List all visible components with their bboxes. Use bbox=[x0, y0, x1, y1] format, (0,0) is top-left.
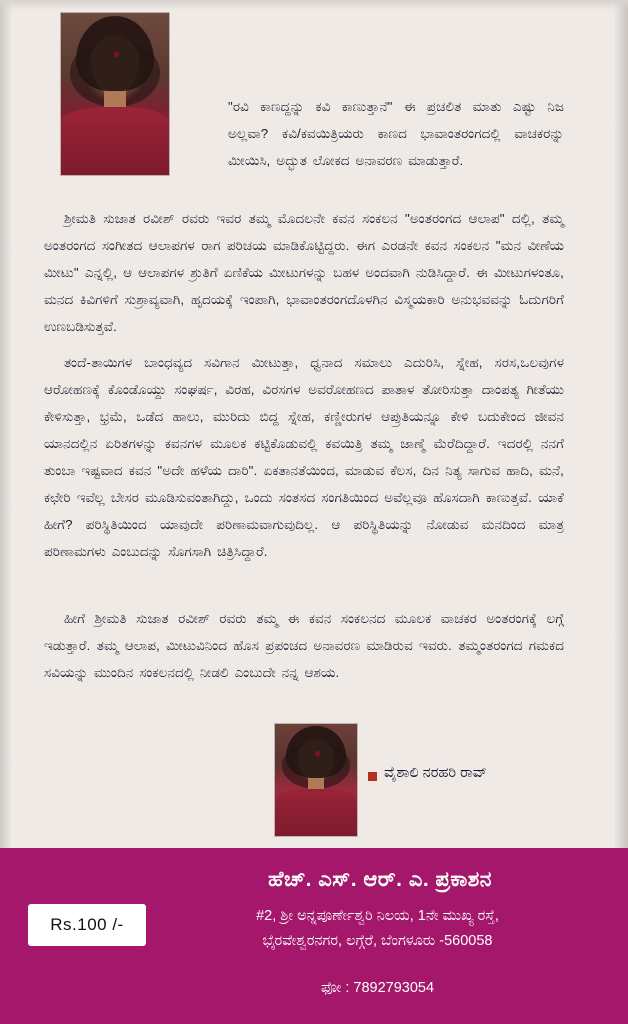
publisher-phone: ಫೋ : 7892793054 bbox=[320, 980, 435, 996]
portrait-sari bbox=[60, 107, 170, 176]
publisher-address-line-2: ಭೈರವೇಶ್ವರನಗರ, ಲಗ್ಗೆರೆ, ಬೆಂಗಳೂರು -560058 bbox=[262, 933, 493, 949]
portrait-bindi bbox=[114, 52, 119, 57]
blurb-paragraph-2: ಶ್ರೀಮತಿ ಸುಜಾತ ರವೀಶ್ ರವರು ಇವರ ತಮ್ಮ ಮೊದಲನೇ ಕವನ ಸಂಕಲನ "ಅಂತರಂಗದ ಆಲಾಪ" ದಲ್ಲಿ, ತಮ್ಮ ಅಂತರಂಗದ ಸಂಗೀತದ ಆಲಾಪಗಳ ರಾಗ ಪರಿಚಯ ಮಾಡಿಕೊಟ್ಟಿದ್ದರು. ಈಗ ಎರಡನೇ ಕವನ ಸಂಕಲನ "ಮನ ವೀಣೆಯ ಮೀಟು" ಎನ್ನಲ್ಲಿ, ಆ ಆಲಾಪಗಳ ಶ್ರುತಿಗೆ ಏಣಿಕೆಯ ಮೀಟುಗಳನ್ನು ಬಹಳ ಅಂದವಾಗಿ ನುಡಿಸಿದ್ದಾರೆ. ಈ ಮೀಟುಗಳಂತೂ, ಮನದ ಕಿವಿಗಳಿಗೆ ಸುಶ್ರಾವ್ಯವಾಗಿ, ಹೃದಯಕ್ಕೆ ಇಂಪಾಗಿ, ಭಾವಾಂತರಂಗದೊಳಗಿನ ವಿಸ್ಮಯಕಾರಿ ಅನುಭವವನ್ನು ಓದುಗರಿಗೆ ಉಣಬಡಿಸುತ್ತವೆ. bbox=[44, 211, 564, 335]
publisher-address bbox=[150, 904, 605, 954]
publisher-name: ಹೆಚ್. ಎಸ್. ಆರ್. ಎ. ಪ್ರಕಾಶನ bbox=[268, 868, 492, 891]
reviewer-portrait-photo bbox=[274, 723, 358, 837]
reviewer-portrait-neck bbox=[308, 778, 324, 789]
blurb-paragraph-4: ಹೀಗೆ ಶ್ರೀಮತಿ ಸುಜಾತ ರವೀಶ್ ರವರು ತಮ್ಮ ಈ ಕವನ ಸಂಕಲನದ ಮೂಲಕ ವಾಚಕರ ಅಂತರಂಗಕ್ಕೆ ಲಗ್ಗೆ ಇಡುತ್ತಾರೆ. ತಮ್ಮ ಆಲಾಪ, ಮೀಟುವಿನಿಂದ ಹೊಸ ಪ್ರಪಂಚದ ಅನಾವರಣ ಮಾಡಿರುವ ಇವರು. ತಮ್ಮಂತರಂಗದ ಗಮಕದ ಸವಿಯನ್ನು ಮುಂದಿನ ಸಂಕಲನದಲ್ಲಿ ನೀಡಲಿ ಎಂಬುದೇ ನನ್ನ ಆಶಯ. bbox=[44, 611, 564, 681]
portrait-neck bbox=[104, 91, 126, 107]
bullet-square-icon bbox=[368, 772, 377, 781]
publisher-band bbox=[0, 848, 628, 1024]
price-badge: Rs.100 /- bbox=[28, 904, 146, 946]
author-portrait-photo bbox=[60, 12, 170, 176]
blurb-paragraph-3: ತಂದೆ-ತಾಯಿಗಳ ಬಾಂಧವ್ಯದ ಸವಿಗಾನ ಮೀಟುತ್ತಾ, ಧ್ವನಾದ ಸಮಾಲು ಎದುರಿಸಿ, ಸ್ನೇಹ, ಸರಸ,ಒಲವುಗಳ ಆರೋಹಣಕ್ಕೆ ಕೊಂಡೊಯ್ದು ಸಂಘರ್ಷ, ವಿರಹ, ವಿರಸಗಳ ಅವರೋಹಣದ ಪಾತಾಳ ತೋರಿಸುತ್ತಾ ದಾಂಪತ್ಯ ಗೀತೆಯು ಕೇಳಿಸುತ್ತಾ, ಭ್ರಮೆ, ಒಡೆದ ಹಾಲು, ಮುರಿದು ಬಿದ್ದ ಸ್ನೇಹ, ಕಣ್ಣೀರುಗಳ ಆಪ್ರುತಿಯನ್ನೂ ಕೇಳಿ ಬದುಕೇಂದ ಜೀವನ ಯಾನದಲ್ಲಿನ ಏರಿತಗಳನ್ನು ಕವನಗಳ ಮೂಲಕ ಕಟ್ಟಿಕೊಡುವಲ್ಲಿ ಕವಯಿತ್ರಿ ತಮ್ಮ ಜಾಣ್ಮೆ ಮೆರೆದಿದ್ದಾರೆ. ಇದರಲ್ಲಿ ನನಗೆ ತುಂಬಾ ಇಷ್ಟವಾದ ಕವನ "ಅದೇ ಹಳೆಯ ದಾರಿ". ಏಕತಾನತೆಯಿಂದ, ಮಾಡುವ ಕೆಲಸ, ದಿನ ನಿತ್ಯ ಸಾಗುವ ಹಾದಿ, ಮನೆ, ಕಛೇರಿ ಇವೆಲ್ಲ ಬೇಸರ ಮೂಡಿಸುವಂತಾಗಿದ್ದು, ಒಂದು ಸಂತಸದ ಸಂಗತಿಯಿಂದ ಅವೆಲ್ಲವೂ ಹೊಸದಾಗಿ ಕಾಣುತ್ತವೆ. ಯಾಕೆ ಹೀಗೆ? ಪರಿಸ್ಥಿತಿಯಿಂದ ಯಾವುದೇ ಪರಿಣಾಮವಾಗುವುದಿಲ್ಲ. ಆ ಪರಿಸ್ಥಿತಿಯನ್ನು ನೋಡುವ ಮನದಿಂದ ಮಾತ್ರ ಪರಿಣಾಮಗಳು ಎಂಬುದನ್ನು ಸೊಗಸಾಗಿ ಚಿತ್ರಿಸಿದ್ದಾರೆ. bbox=[44, 355, 564, 560]
reviewer-name: ವೈಶಾಲಿ ನರಹರಿ ರಾವ್ bbox=[384, 765, 487, 781]
reviewer-portrait-sari bbox=[274, 789, 358, 837]
publisher-address-line-1: #2, ಶ್ರೀ ಅನ್ನಪೂರ್ಣೇಶ್ವರಿ ನಿಲಯ, 1ನೇ ಮುಖ್ಯ ರಸ್ತೆ, bbox=[256, 908, 499, 924]
blurb-paragraph-1: "ರವಿ ಕಾಣದ್ದನ್ನು ಕವಿ ಕಾಣುತ್ತಾನೆ" ಈ ಪ್ರಚಲಿತ ಮಾತು ಎಷ್ಟು ನಿಜ ಅಲ್ಲವಾ? ಕವಿ/ಕವಯಿತ್ರಿಯರು ಕಾಣದ ಭಾವಾಂತರಂಗದಲ್ಲಿ ವಾಚಕರನ್ನು ಮೀಯಿಸಿ, ಅದ್ಭುತ ಲೋಕದ ಅನಾವರಣ ಮಾಡುತ್ತಾರೆ. bbox=[228, 99, 564, 169]
